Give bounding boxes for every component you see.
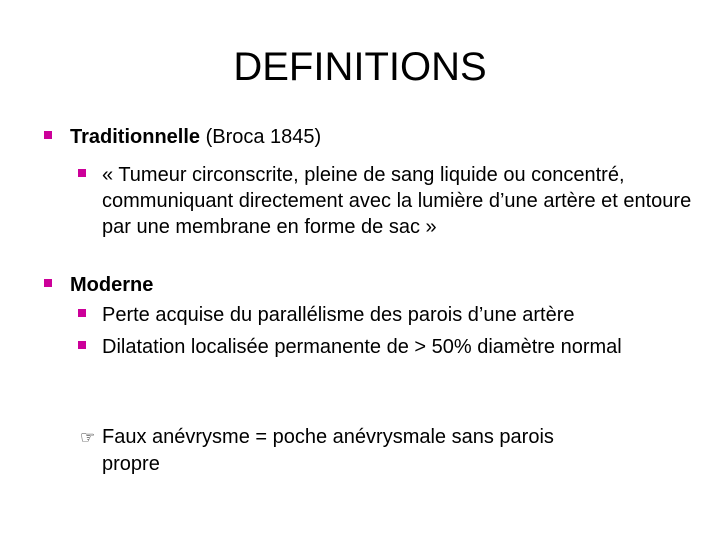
list-item-label: [70, 124, 321, 150]
sub-item-text: « Tumeur circonscrite, pleine de sang liquide ou concentré, communiquant directement avec la lumière d’une artère et entoure par une membrane en forme de sac »: [102, 164, 692, 238]
square-bullet-icon: [78, 309, 86, 317]
list-item-label-rest: (Broca 1845): [200, 126, 322, 148]
square-bullet-icon: [44, 131, 52, 139]
note-line-2: propre: [102, 453, 160, 475]
list-item-label-bold: Moderne: [70, 274, 154, 296]
note-line-1: Faux anévrysme = poche anévrysmale sans parois: [102, 426, 554, 448]
sub-item-text: Perte acquise du parallélisme des parois d’une artère: [102, 304, 575, 326]
slide-title: DEFINITIONS: [233, 45, 487, 89]
pointing-hand-icon: ☞: [80, 428, 96, 447]
square-bullet-icon: [78, 169, 86, 177]
square-bullet-icon: [78, 341, 86, 349]
sub-item-text: Dilatation localisée permanente de > 50% diamètre normal: [102, 336, 622, 358]
list-item-label: [70, 272, 153, 298]
note-faux-anevrysme: [80, 424, 680, 477]
list-item-label-bold: Traditionnelle: [70, 126, 201, 148]
square-bullet-icon: [44, 279, 52, 287]
